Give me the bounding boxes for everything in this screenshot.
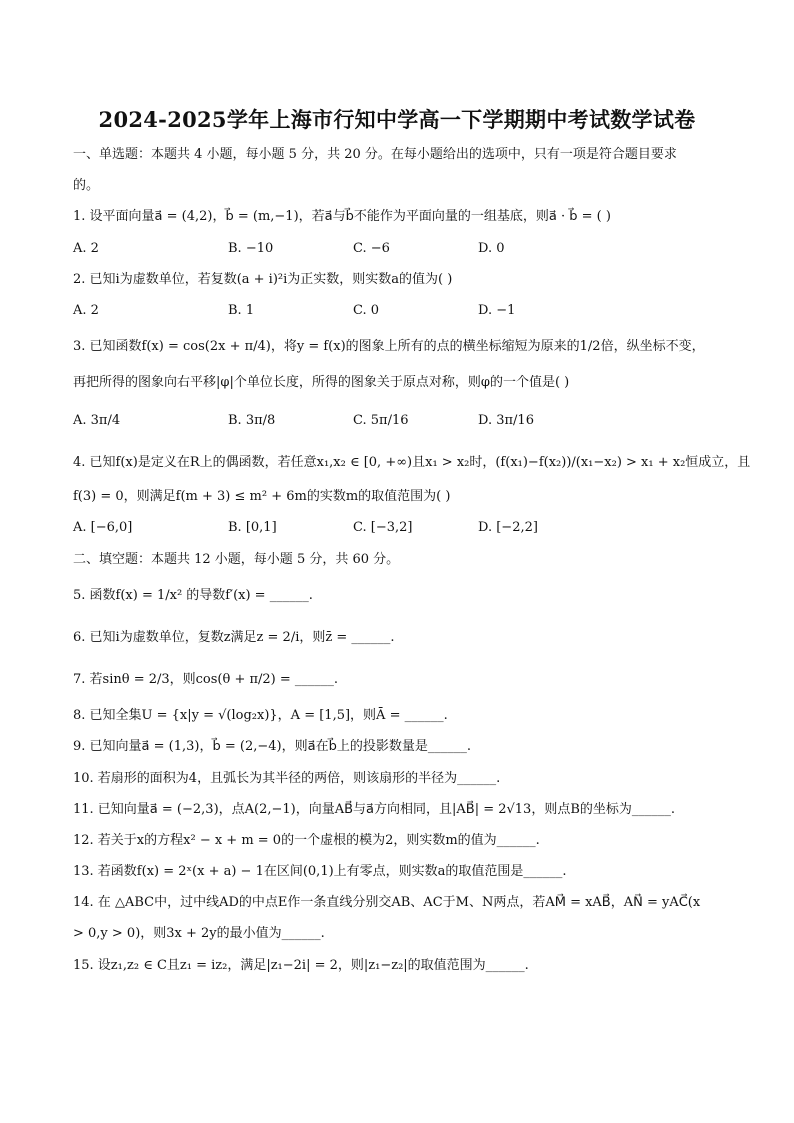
question-15: 15. 设z₁,z₂ ∈ C且z₁ = iz₂，满足|z₁−2i| = 2，则|z₁−z₂|的取值范围为______.	[73, 958, 529, 973]
q4-option-a: A. [−6,0]	[73, 520, 133, 535]
question-13: 13. 若函数f(x) = 2ˣ(x + a) − 1在区间(0,1)上有零点，则实数a的取值范围是______.	[73, 864, 567, 879]
question-2: 2. 已知i为虚数单位，若复数(a + i)²i为正实数，则实数a的值为( )	[73, 272, 453, 287]
question-4-line2: f(3) = 0，则满足f(m + 3) ≤ m² + 6m的实数m的取值范围为( )	[73, 489, 451, 504]
q2-option-b: B. 1	[228, 303, 255, 318]
question-14-line1: 14. 在 △ABC中，过中线AD的中点E作一条直线分别交AB、AC于M、N两点，若AM⃗ = xAB⃗，AN⃗ = yAC⃗(x	[73, 895, 701, 910]
q4-option-c: C. [−3,2]	[353, 520, 413, 535]
section1-heading: 一、单选题：本题共 4 小题，每小题 5 分，共 20 分。在每小题给出的选项中，只有一项是符合题目要求	[73, 147, 677, 162]
question-5: 5. 函数f(x) = 1/x² 的导数f′(x) = ______.	[73, 588, 313, 603]
q3-option-b: B. 3π/8	[228, 413, 276, 428]
question-8: 8. 已知全集U = {x|y = √(log₂x)}，A = [1,5]，则Ā = ______.	[73, 708, 448, 723]
question-3-line1: 3. 已知函数f(x) = cos(2x + π/4)，将y = f(x)的图象上所有的点的横坐标缩短为原来的1/2倍，纵坐标不变，	[73, 339, 705, 354]
question-6: 6. 已知i为虚数单位，复数z满足z = 2/i，则z̄ = ______.	[73, 630, 395, 645]
question-11: 11. 已知向量a⃗ = (−2,3)，点A(2,−1)，向量AB⃗与a⃗方向相同，且|AB⃗| = 2√13，则点B的坐标为______.	[73, 802, 676, 817]
question-10: 10. 若扇形的面积为4，且弧长为其半径的两倍，则该扇形的半径为______.	[73, 771, 501, 786]
question-4-line1: 4. 已知f(x)是定义在R上的偶函数，若任意x₁,x₂ ∈ [0, +∞)且x₁ > x₂时，(f(x₁)−f(x₂))/(x₁−x₂) > x₁ + x₂恒成立，且	[73, 455, 751, 470]
question-3-line2: 再把所得的图象向右平移|φ|个单位长度，所得的图象关于原点对称，则φ的一个值是( )	[73, 375, 570, 390]
q1-option-d: D. 0	[478, 241, 505, 256]
question-9: 9. 已知向量a⃗ = (1,3)，b⃗ = (2,−4)，则a⃗在b⃗上的投影数量是______.	[73, 739, 471, 754]
q4-option-d: D. [−2,2]	[478, 520, 538, 535]
question-7: 7. 若sinθ = 2/3，则cos(θ + π/2) = ______.	[73, 672, 339, 687]
section2-heading: 二、填空题：本题共 12 小题，每小题 5 分，共 60 分。	[73, 552, 400, 567]
q4-option-b: B. [0,1]	[228, 520, 277, 535]
q1-option-a: A. 2	[73, 241, 99, 256]
question-14-line2: > 0,y > 0)，则3x + 2y的最小值为______.	[73, 926, 325, 941]
question-1: 1. 设平面向量a⃗ = (4,2)，b⃗ = (m,−1)，若a⃗与b⃗不能作为平面向量的一组基底，则a⃗ · b⃗ = ( )	[73, 209, 611, 224]
q2-option-a: A. 2	[73, 303, 99, 318]
question-12: 12. 若关于x的方程x² − x + m = 0的一个虚根的模为2，则实数m的值为______.	[73, 833, 540, 848]
q1-option-c: C. −6	[353, 241, 390, 256]
q3-option-a: A. 3π/4	[73, 413, 121, 428]
q2-option-c: C. 0	[353, 303, 380, 318]
page-title: 2024-2025学年上海市行知中学高一下学期期中考试数学试卷	[98, 107, 696, 132]
q3-option-c: C. 5π/16	[353, 413, 409, 428]
q1-option-b: B. −10	[228, 241, 274, 256]
q2-option-d: D. −1	[478, 303, 516, 318]
section1-heading-cont: 的。	[73, 178, 100, 193]
q3-option-d: D. 3π/16	[478, 413, 534, 428]
